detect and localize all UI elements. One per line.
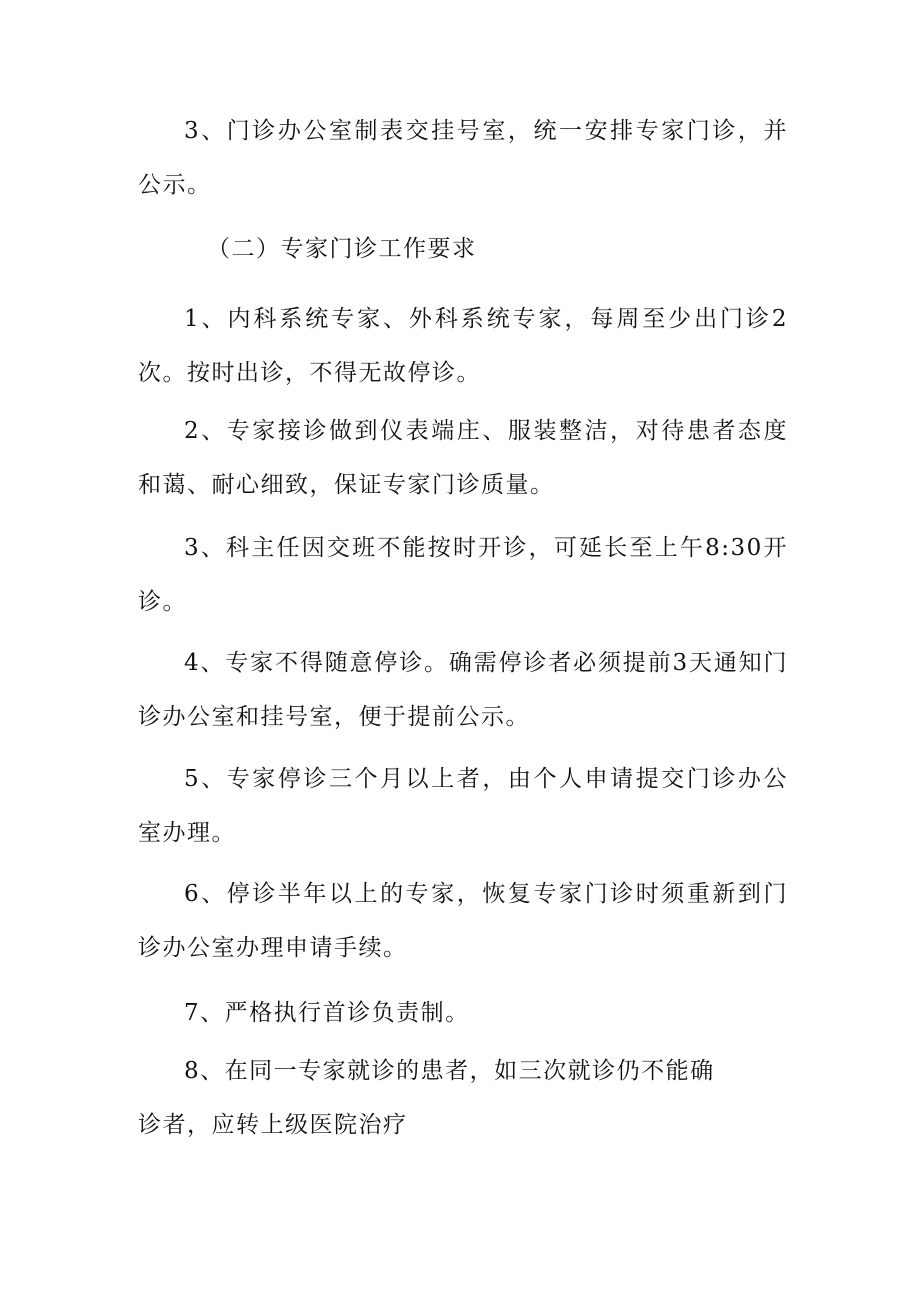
paragraph-requirement-6: 6、停诊半年以上的专家，恢复专家门诊时须重新到门诊办公室办理申请手续。 xyxy=(138,881,788,961)
paragraph-requirement-8-first-line: 8、在同一专家就诊的患者，如三次就诊仍不能确 xyxy=(184,1058,715,1084)
paragraph-requirement-7: 7、严格执行首诊负责制。 xyxy=(184,1000,470,1026)
paragraph-requirement-1: 1、内科系统专家、外科系统专家，每周至少出门诊2次。按时出诊，不得无故停诊。 xyxy=(138,306,788,386)
paragraph-requirement-3: 3、科主任因交班不能按时开诊，可延长至上午8:30开诊。 xyxy=(138,535,788,615)
paragraph-requirement-5: 5、专家停诊三个月以上者，由个人申请提交门诊办公室办理。 xyxy=(138,766,788,846)
paragraph-requirement-2: 2、专家接诊做到仪表端庄、服装整洁，对待患者态度和蔼、耐心细致，保证专家门诊质量。 xyxy=(138,418,788,498)
section-heading-expert-clinic-requirements: （二）专家门诊工作要求 xyxy=(207,236,477,262)
paragraph-requirement-4: 4、专家不得随意停诊。确需停诊者必须提前3天通知门诊办公室和挂号室，便于提前公示。 xyxy=(138,650,788,730)
paragraph-item-3-intro: 3、门诊办公室制表交挂号室，统一安排专家门诊，并公示。 xyxy=(138,118,788,198)
paragraph-requirement-8 xyxy=(138,1044,788,1152)
paragraph-requirement-8-continuation: 诊者，应转上级医院治疗 xyxy=(138,1112,408,1138)
